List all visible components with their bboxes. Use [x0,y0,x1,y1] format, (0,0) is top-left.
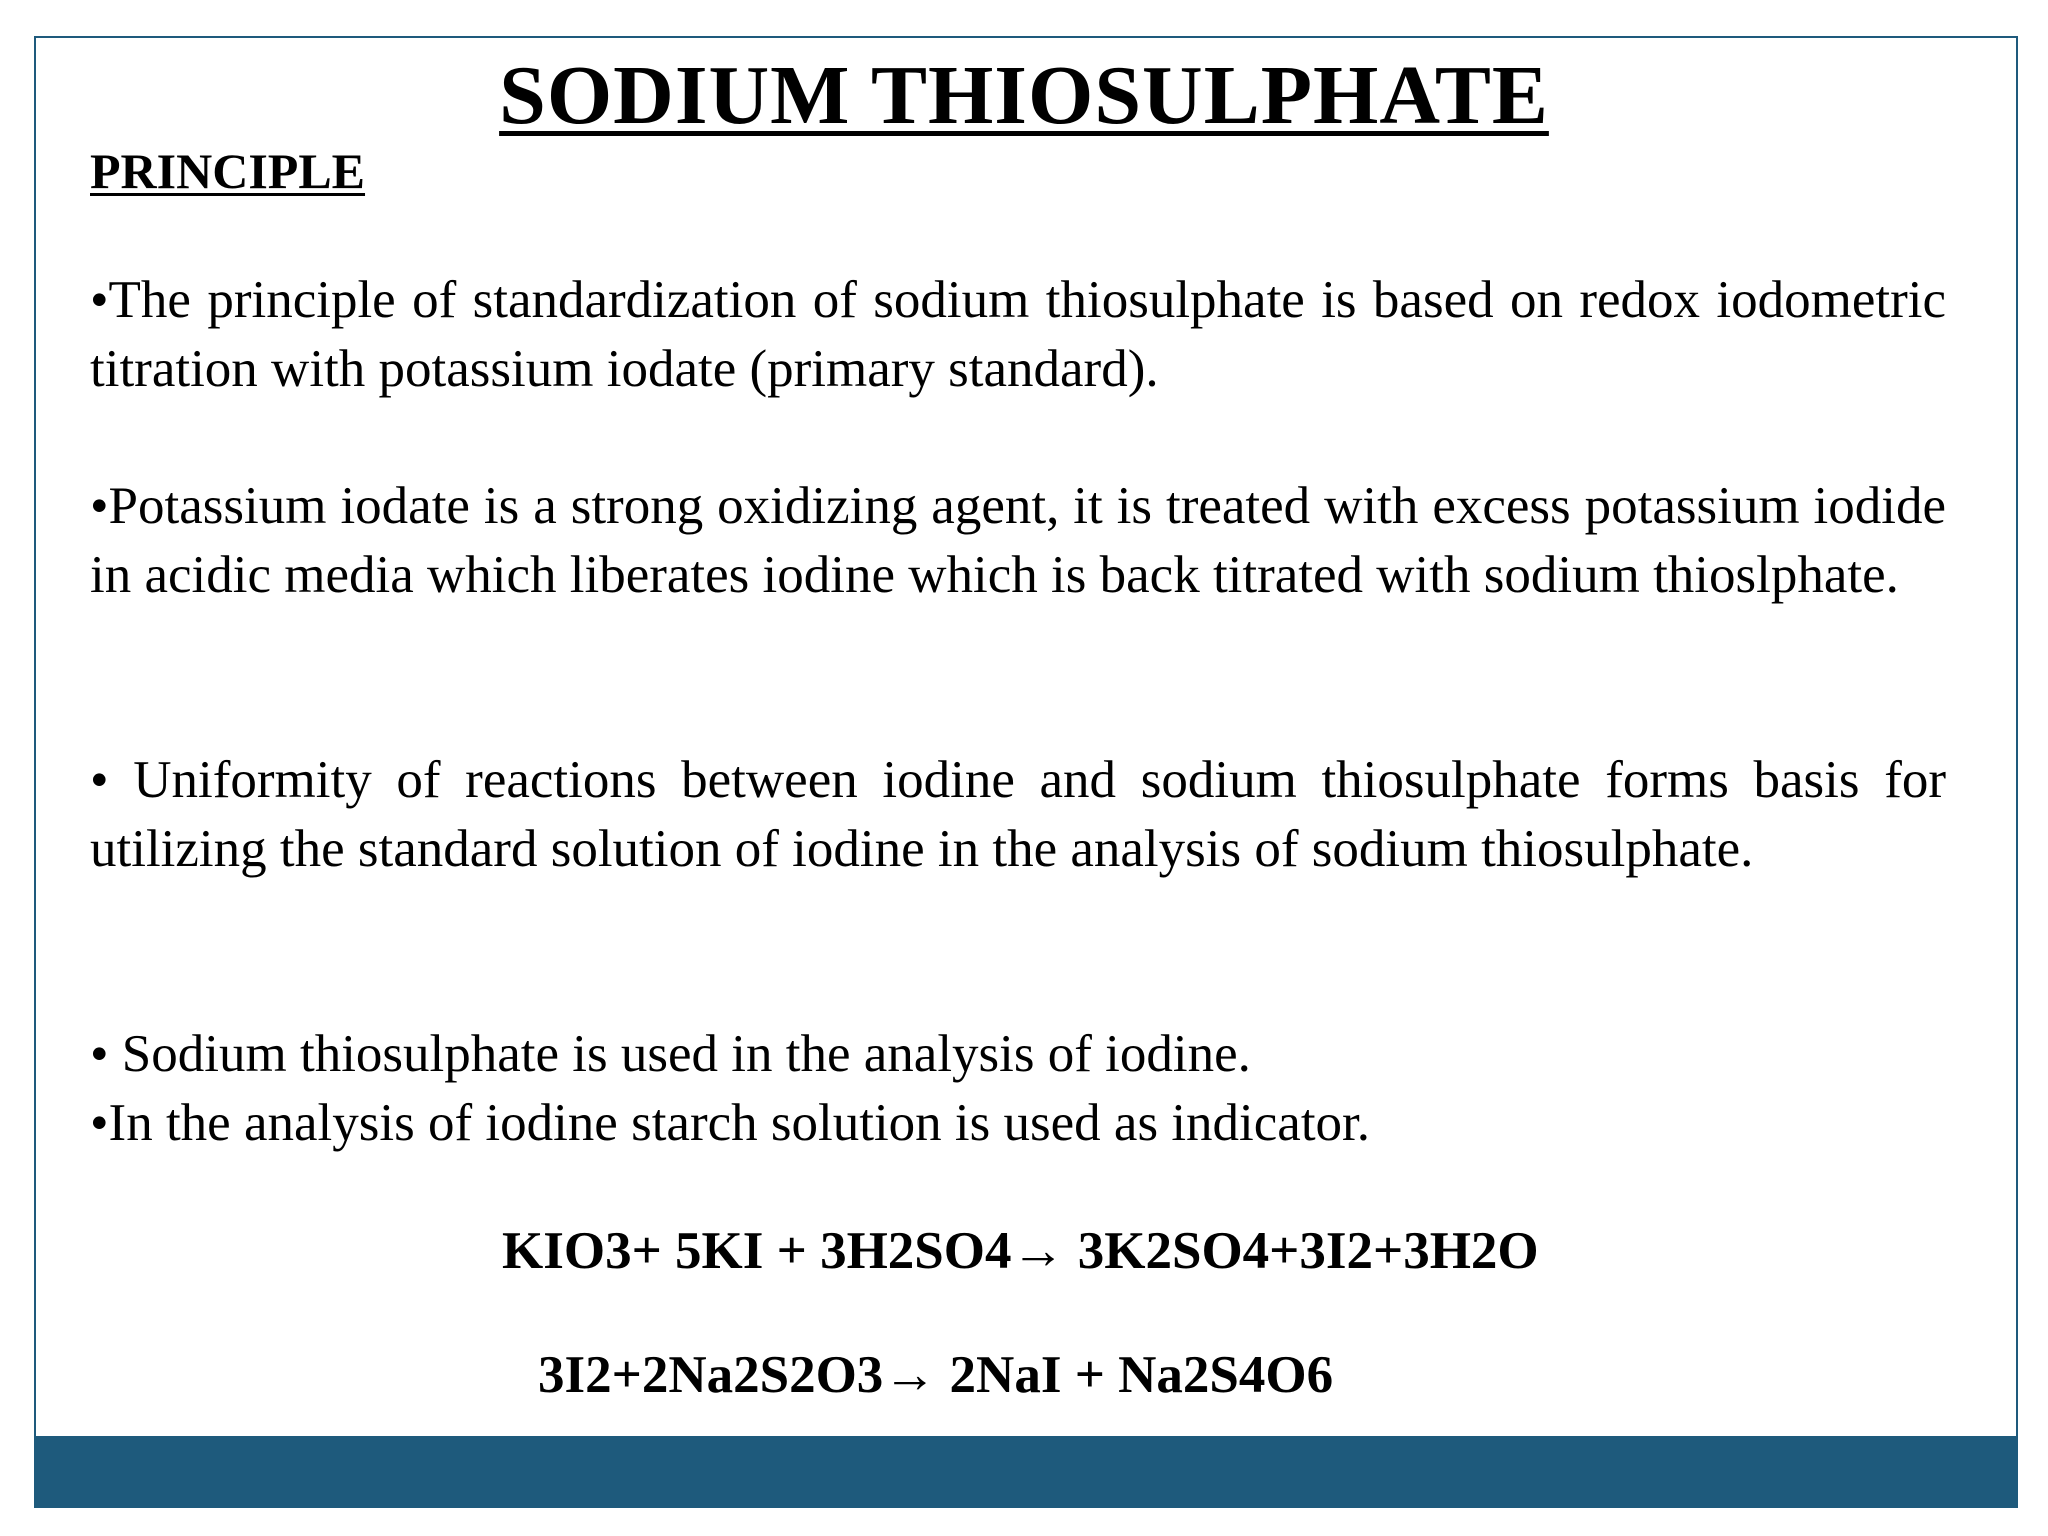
section-heading-principle: PRINCIPLE [90,143,366,199]
principle-paragraph-5: •In the analysis of iodine starch solution is used as indicator. [90,1094,1371,1152]
footer-bar [34,1436,2018,1508]
equation-iodate-reaction: KIO3+ 5KI + 3H2SO4→ 3K2SO4+3I2+3H2O [502,1222,1539,1280]
principle-paragraph-1: •The principle of standardization of sodium thiosulphate is based on redox iodometric titration with potassium iodate (primary standard). [90,271,1946,398]
principle-paragraph-4: • Sodium thiosulphate is used in the analysis of iodine. [90,1025,1251,1083]
equation-thiosulphate-reaction: 3I2+2Na2S2O3→ 2NaI + Na2S4O6 [538,1346,1334,1404]
slide-title: SODIUM THIOSULPHATE [499,49,1549,142]
principle-paragraph-3: • Uniformity of reactions between iodine and sodium thiosulphate forms basis for utilizing the standard solution of iodine in the analysis of sodium thiosulphate. [90,751,1946,878]
principle-paragraph-2: •Potassium iodate is a strong oxidizing agent, it is treated with excess potassium iodide in acidic media which liberates iodine which is back titrated with sodium thioslphate. [90,477,1946,604]
